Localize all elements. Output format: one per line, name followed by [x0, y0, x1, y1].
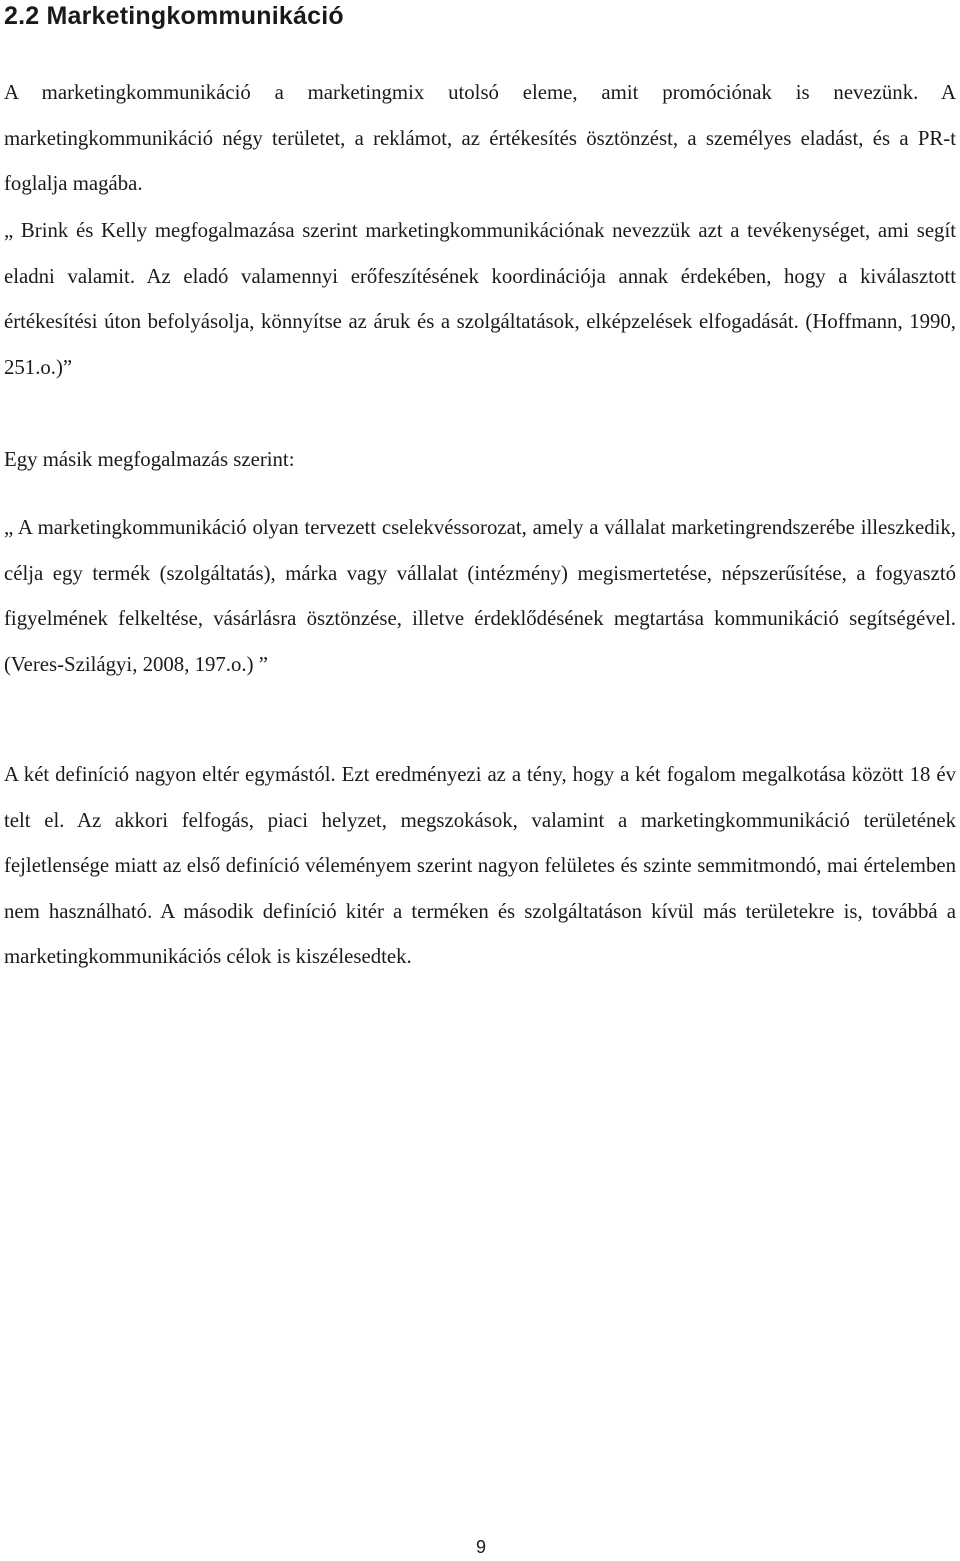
- paragraph-quote-brink-kelly: „ Brink és Kelly megfogalmazása szerint marketingkommunikációnak nevezzük azt a tevékenységet, ami segít eladni valamit. Az eladó valamennyi erőfeszítésének koordinációja annak érdekében, hogy a kiválasztott értékesítési úton befolyásolja, könnyítse az áruk és a szolgáltatások, elképzelések elfogadását. (Hoffmann, 1990, 251.o.)”: [4, 219, 956, 379]
- section-heading: 2.2 Marketingkommunikáció: [4, 2, 344, 30]
- paragraph-lead-in: Egy másik megfogalmazás szerint:: [4, 448, 295, 471]
- paragraph-intro: A marketingkommunikáció a marketingmix utolsó eleme, amit promóciónak is nevezünk. A marketingkommunikáció négy területet, a reklámot, az értékesítés ösztönzést, a személyes eladást, és a PR-t foglalja magába.: [4, 81, 956, 195]
- paragraph-quote-veres-szilagyi: „ A marketingkommunikáció olyan tervezett cselekvéssorozat, amely a vállalat marketingrendszerébe illeszkedik, célja egy termék (szolgáltatás), márka vagy vállalat (intézmény) megismertetése, népszerűsítése, a fogyasztó figyelmének felkeltése, vásárlásra ösztönzése, illetve érdeklődésének megtartása kommunikáció segítségével. (Veres-Szilágyi, 2008, 197.o.) ”: [4, 516, 956, 676]
- page-number: 9: [475, 1537, 486, 1557]
- paragraph-comparison: A két definíció nagyon eltér egymástól. Ezt eredményezi az a tény, hogy a két fogalom megalkotása között 18 év telt el. Az akkori felfogás, piaci helyzet, megszokások, valamint a marketingkommunikáció területének fejletlensége miatt az első definíció véleményem szerint nagyon felületes és szinte semmitmondó, mai értelemben nem használható. A második definíció kitér a terméken és szolgáltatáson kívül más területekre is, továbbá a marketingkommunikációs célok is kiszélesedtek.: [4, 763, 956, 968]
